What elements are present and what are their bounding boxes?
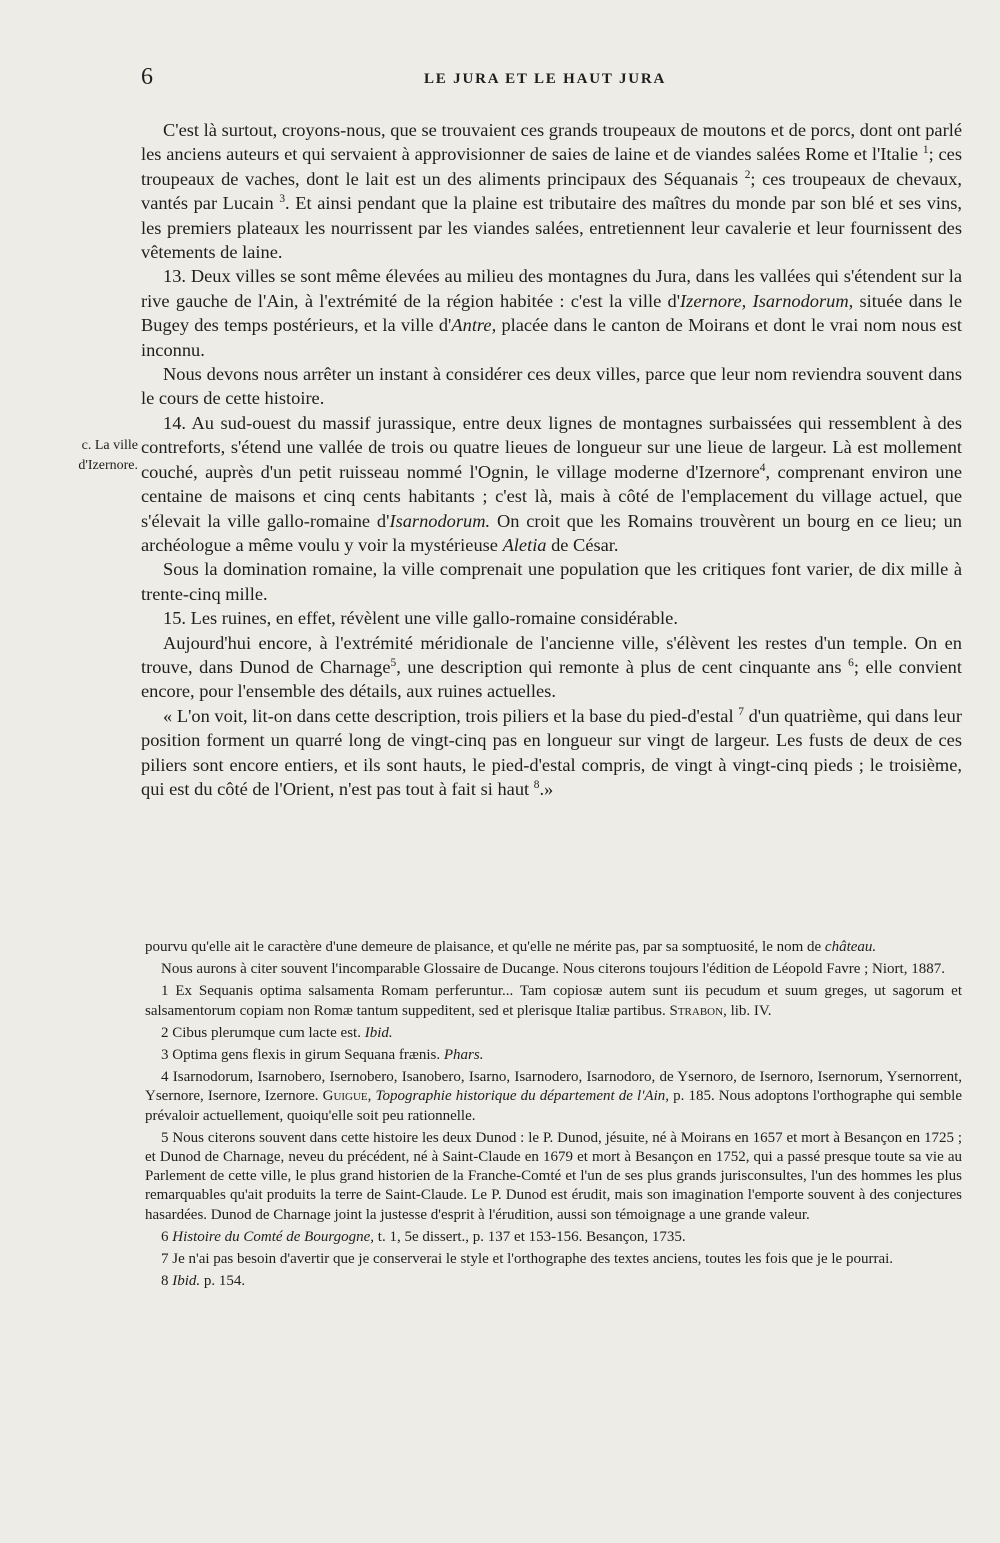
paragraph: Sous la domination romaine, la ville comprenait une population que les critiques font varier, de dix mille à trente-cinq mille. xyxy=(141,559,962,604)
footnote: pourvu qu'elle ait le caractère d'une demeure de plaisance, et qu'elle ne mérite pas, par sa somptuosité, le nom de château. xyxy=(145,939,877,955)
note-ref: 5 xyxy=(390,656,397,669)
paragraph: C'est là surtout, croyons-nous, que se trouvaient ces grands troupeaux de moutons et de porcs, dont ont parlé les anciens auteurs et qui servaient à approvisionner de saies de laine et de viandes salées Rome et l'Italie $^1$; ces troupeaux de vaches, dont le lait est un des aliments principaux des Séquanais $^2$; ces troupeaux de chevaux, vantés par Lucain $^3$. Et ainsi pendant que la plaine est tributaire des maîtres du monde par son blé et ses vins, les premiers plateaux les nourrissent par les viandes salées, entretiennent leur cavalerie et leur fournissent des vêtements de laine. xyxy=(141,120,962,263)
paragraph: « L'on voit, lit-on dans cette description, trois piliers et la base du pied-d'estal $^7$ d'un quatrième, qui dans leur position forment un quarré long de vingt-cinq pas en longueur sur vingt de largeur. Les fusts de deux de ces piliers sont encore entiers, et ils sont hauts, le pied-d'estal compris, de vingt à vingt-cinq pieds ; le troisième, qui est du côté de l'Orient, n'est pas tout à fait si haut $^8$.» xyxy=(141,705,962,799)
footnotes xyxy=(145,938,962,1294)
note-ref: 3 xyxy=(279,193,286,206)
paragraph: 14. Au sud-ouest du massif jurassique, entre deux lignes de montagnes surbaissées qui ressemblent à des contreforts, s'étend une vallée de trois ou quatre lieues de longueur sur une lieue de largeur. Là est mollement couché, auprès d'un petit ruisseau nommé l'Ognin, le village moderne d'Izernore$^4$, comprenant environ une centaine de maisons et cinq cents habitants ; c'est là, mais à côté de l'emplacement du village actuel, que s'élevait la ville gallo-romaine d'Isarnodorum. On croit que les Romains trouvèrent un bourg en ce lieu; un archéologue a même voulu y voir la mystérieuse Aletia de César. xyxy=(141,412,962,555)
footnote: 4 Isarnodorum, Isarnobero, Isernobero, Isanobero, Isarno, Isarnodero, Isarnodoro, de Ysernoro, de Isernoro, Isernorum, Ysernorrent, Ysernore, Isernore, Izernore. Guigue, Topographie historique du département de l'Ain, p. 185. Nous adoptons l'orthographe qui semble prévaloir actuellement, quoiqu'elle soit peu rationnelle. xyxy=(145,1069,963,1124)
margin-note-line: c. La ville xyxy=(81,438,138,453)
footnote: Nous aurons à citer souvent l'incomparable Glossaire de Ducange. Nous citerons toujours l'édition de Léopold Favre ; Niort, 1887. xyxy=(161,961,945,978)
note-ref: 4 xyxy=(759,461,766,474)
page-number: 6 xyxy=(141,64,153,90)
footnote: 2 Cibus plerumque cum lacte est. Ibid. xyxy=(161,1024,393,1041)
note-ref: 1 xyxy=(922,144,929,157)
paragraph: Aujourd'hui encore, à l'extrémité méridionale de l'ancienne ville, s'élèvent les restes d'un temple. On en trouve, dans Dunod de Charnage$^5$, une description qui remonte à plus de cent cinquante ans $^6$; elle convient encore, pour l'ensemble des détails, aux ruines actuelles. xyxy=(141,632,962,702)
note-ref: 8 xyxy=(533,778,540,791)
margin-note xyxy=(30,436,138,476)
footnote: 1 Ex Sequanis optima salsamenta Romam perferuntur... Tam copiosæ autem sunt iis pecudum et suum greges, ut sagorum et salsamentorum copiam non Romæ tantum suppeditent, sed et plerisque Italiæ partibus. Strabon, lib. IV. xyxy=(145,983,963,1019)
paragraph: 13. Deux villes se sont même élevées au milieu des montagnes du Jura, dans les vallées qui s'étendent sur la rive gauche de l'Ain, à l'extrémité de la région habitée : c'est la ville d'Izernore, Isarnodorum, située dans le Bugey des temps postérieurs, et la ville d'Antre, placée dans le canton de Moirans et dont le vrai nom nous est inconnu. xyxy=(141,266,962,360)
paragraph: Nous devons nous arrêter un instant à considérer ces deux villes, parce que leur nom reviendra souvent dans le cours de cette histoire. xyxy=(141,364,962,409)
note-ref: 7 xyxy=(738,705,744,718)
footnote: 7 Je n'ai pas besoin d'avertir que je conserverai le style et l'orthographe des textes anciens, toutes les fois que je le pourrai. xyxy=(161,1251,894,1268)
footnote: 6 Histoire du Comté de Bourgogne, t. 1, 5e dissert., p. 137 et 153-156. Besançon, 1735. xyxy=(161,1228,686,1245)
footnote: 5 Nous citerons souvent dans cette histoire les deux Dunod : le P. Dunod, jésuite, né à Moirans en 1657 et mort à Besançon en 1725 ; et Dunod de Charnage, neveu du précédent, né à Saint-Claude en 1679 et mort à Besançon en 1752, qui a passé presque toute sa vie au Parlement de cette ville, le plus grand historien de la Franche-Comté et l'un de ses plus grands jurisconsultes, l'un des hommes les plus remarquables qu'ait produits la terre de Saint-Claude. Le P. Dunod est érudit, mais son imagination l'emporte souvent à des conjectures hasardées. Dunod de Charnage joint la justesse d'esprit à l'érudition, aussi son témoignage a une grande valeur. xyxy=(145,1129,962,1223)
footnote: 3 Optima gens flexis in girum Sequana frænis. Phars. xyxy=(161,1047,484,1064)
margin-note-line: d'Izernore. xyxy=(78,458,138,473)
note-ref: 6 xyxy=(848,656,854,669)
note-ref: 2 xyxy=(744,168,751,181)
body-text xyxy=(141,118,962,801)
footnote: 8 Ibid. p. 154. xyxy=(161,1273,246,1290)
paragraph: 15. Les ruines, en effet, révèlent une ville gallo-romaine considérable. xyxy=(163,608,678,629)
running-head: LE JURA ET LE HAUT JURA xyxy=(424,71,667,87)
